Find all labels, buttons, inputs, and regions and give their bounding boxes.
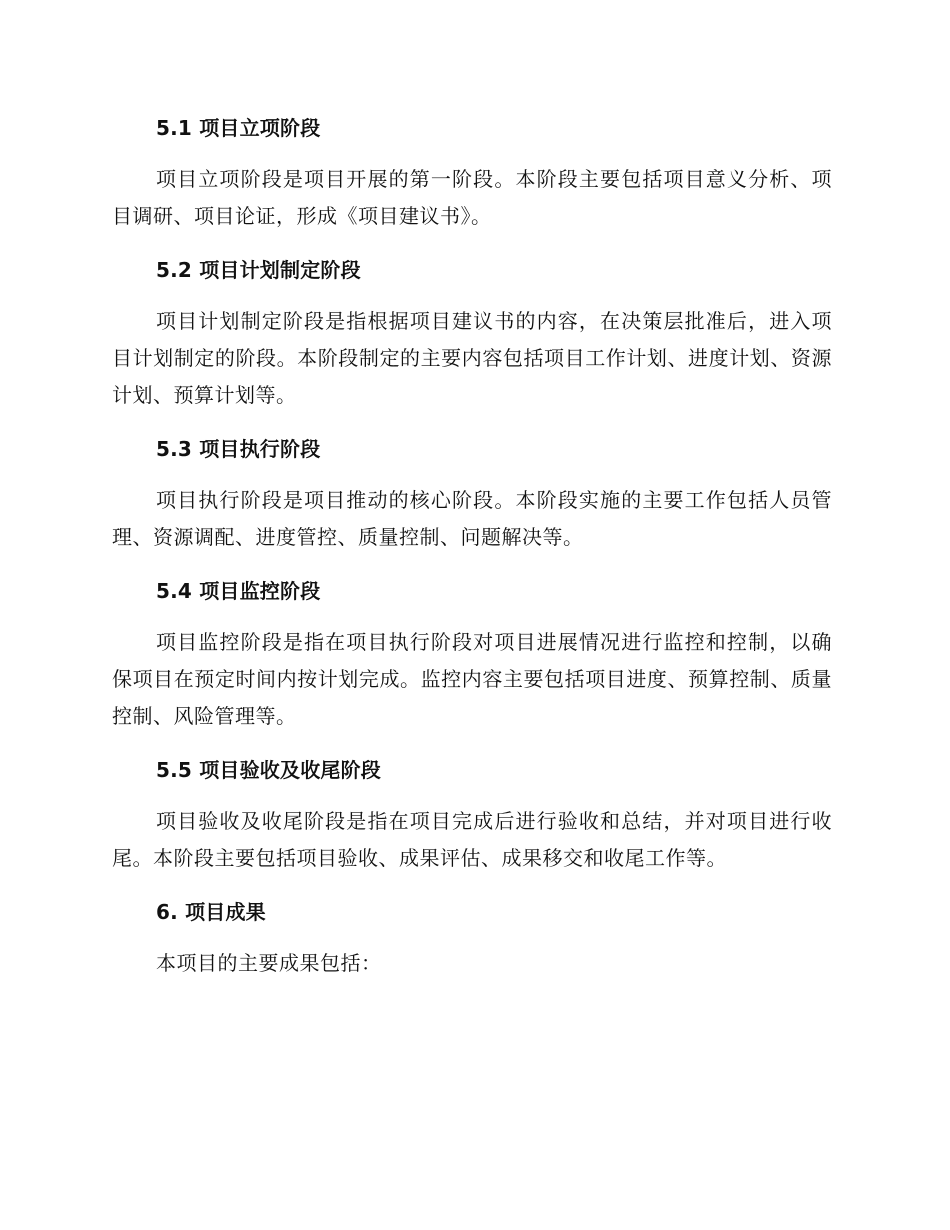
section-paragraph-5-5: 项目验收及收尾阶段是指在项目完成后进行验收和总结，并对项目进行收尾。本阶段主要包括项目验收、成果评估、成果移交和收尾工作等。 xyxy=(112,809,832,870)
section-heading-6: 6. 项目成果 xyxy=(156,900,266,924)
section-paragraph-6: 本项目的主要成果包括： xyxy=(156,951,382,975)
document-content xyxy=(112,110,832,982)
section-heading-5-3: 5.3 项目执行阶段 xyxy=(156,437,321,461)
section-heading-5-2: 5.2 项目计划制定阶段 xyxy=(156,258,361,282)
section-paragraph-5-2: 项目计划制定阶段是指根据项目建议书的内容，在决策层批准后，进入项目计划制定的阶段。本阶段制定的主要内容包括项目工作计划、进度计划、资源计划、预算计划等。 xyxy=(112,309,832,407)
section-paragraph-5-1: 项目立项阶段是项目开展的第一阶段。本阶段主要包括项目意义分析、项目调研、项目论证，形成《项目建议书》。 xyxy=(112,167,832,228)
section-heading-5-5: 5.5 项目验收及收尾阶段 xyxy=(156,758,381,782)
section-heading-5-4: 5.4 项目监控阶段 xyxy=(156,579,321,603)
section-heading-5-1: 5.1 项目立项阶段 xyxy=(156,116,321,140)
section-paragraph-5-4: 项目监控阶段是指在项目执行阶段对项目进展情况进行监控和控制，以确保项目在预定时间内按计划完成。监控内容主要包括项目进度、预算控制、质量控制、风险管理等。 xyxy=(112,630,832,728)
section-paragraph-5-3: 项目执行阶段是项目推动的核心阶段。本阶段实施的主要工作包括人员管理、资源调配、进度管控、质量控制、问题解决等。 xyxy=(112,488,832,549)
